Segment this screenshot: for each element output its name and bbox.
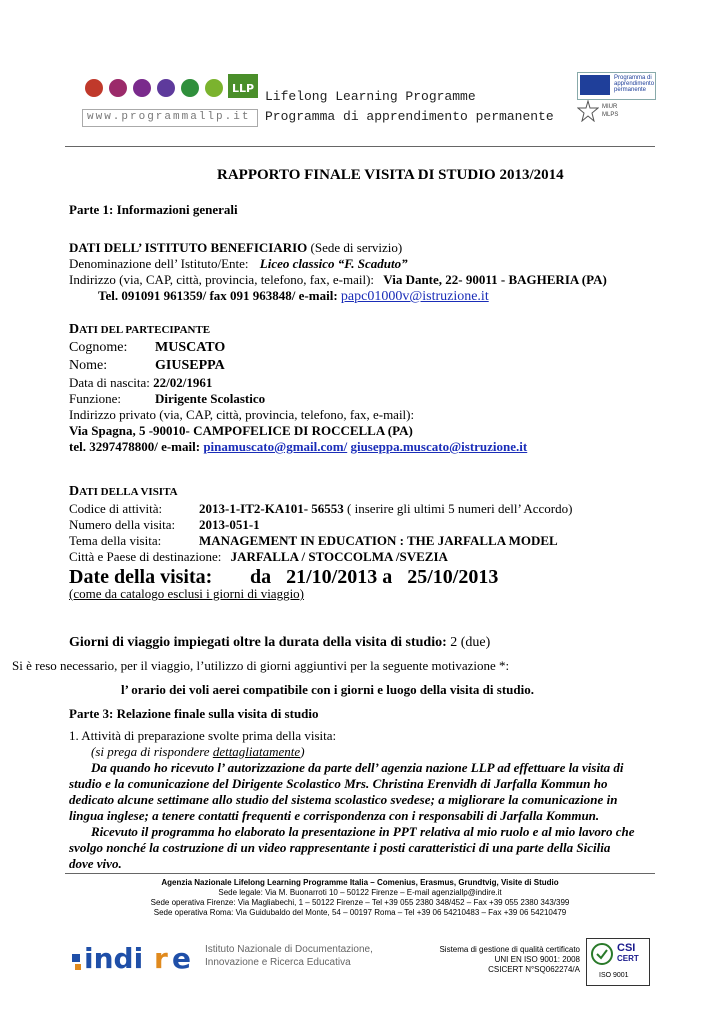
numero-row	[69, 517, 260, 533]
istituto-heading-note: (Sede di servizio)	[307, 240, 403, 255]
p2-line: Ricevuto il programma ho elaborato la presentazione in PPT relativa al mio ruolo e al mio lavoro che	[91, 824, 635, 839]
footer-legale: Sede legale: Via M. Buonarroti 10 – 50122 Firenze – E-mail agenziallp@indire.it	[218, 888, 502, 897]
attivita-paragraph-2	[69, 824, 657, 872]
eu-programme-label: Programma di apprendimento permanente	[614, 75, 655, 93]
csi-label: CSI	[617, 942, 636, 954]
privato-indirizzo-value: Via Spagna, 5 -90010- CAMPOFELICE DI ROCCELLA (PA)	[69, 423, 413, 438]
giorni-label: Giorni di viaggio impiegati oltre la durata della visita di studio:	[69, 635, 447, 650]
citta-row	[69, 549, 448, 565]
p1-line: Da quando ho ricevuto l’ autorizzazione da parte dell’ agenzia nazione LLP ad effettuare la visita di	[91, 760, 624, 775]
tema-value: MANAGEMENT IN EDUCATION : THE JARFALLA MODEL	[199, 533, 558, 548]
miur-label: MIUR	[602, 104, 618, 110]
tema-row	[69, 533, 558, 549]
indire-logo	[72, 938, 202, 974]
attivita-hint	[91, 744, 305, 760]
visita-heading-rest: ATI DELLA VISITA	[79, 486, 178, 498]
denominazione-value: Liceo classico “F. Scaduto”	[259, 256, 408, 271]
attivita-hint-b: dettagliatamente	[212, 744, 301, 759]
istituto-email-link[interactable]: papc01000v@istruzione.it	[340, 289, 489, 304]
partecipante-heading	[69, 322, 210, 338]
istituto-heading	[69, 240, 402, 256]
codice-row	[69, 501, 572, 517]
istituto-contact-row	[98, 288, 489, 305]
istituto-tel: Tel. 091091 961359/ fax 091 963848/ e-mail:	[98, 288, 338, 303]
visita-heading-initial: D	[69, 484, 80, 499]
llp-title-it: Programma di apprendimento permanente	[265, 109, 554, 124]
mlps-label: MLPS	[602, 112, 619, 118]
cognome-label: Cognome:	[69, 340, 128, 355]
nascita-row	[69, 375, 212, 391]
nascita-value: 22/02/1961	[153, 375, 213, 390]
quality-line-1: Sistema di gestione di qualità certificato	[439, 945, 580, 954]
footer-roma: Sede operativa Roma: Via Guidubaldo del Monte, 54 – 00197 Roma – Tel +39 06 54210483 – Fax +39 06 54210479	[153, 908, 567, 917]
indire-subtitle-1: Istituto Nazionale di Documentazione,	[205, 944, 373, 955]
attivita-hint-c: )	[300, 744, 305, 759]
llp-title-en: Lifelong Learning Programme	[265, 89, 476, 104]
giorni-row	[69, 634, 490, 651]
document-title: RAPPORTO FINALE VISITA DI STUDIO 2013/2014	[217, 167, 564, 183]
date-note: (come da catalogo esclusi i giorni di viaggio)	[69, 586, 305, 601]
denominazione-row	[69, 256, 408, 272]
attivita-paragraph-1	[69, 760, 657, 824]
date-label: Date della visita:	[69, 566, 213, 588]
giorni-value: 2 (due)	[446, 635, 491, 650]
iso-label: ISO 9001	[599, 972, 629, 979]
part3-heading: Parte 3: Relazione finale sulla visita di studio	[69, 706, 319, 721]
attivita-hint-a: (si prega di rispondere	[91, 744, 213, 759]
nome-value: GIUSEPPA	[155, 358, 225, 373]
p1-line: studio e la comunicazione del Dirigente Scolastico Mrs. Christina Erenvidh di Jarfalla Kommun ho	[69, 776, 608, 791]
svg-text:r: r	[154, 942, 168, 974]
denominazione-label: Denominazione dell’ Istituto/Ente:	[69, 256, 249, 271]
numero-value: 2013-051-1	[199, 517, 260, 532]
cert-check-icon	[591, 943, 613, 965]
partecipante-contact-row	[69, 439, 527, 455]
partecipante-heading-initial: D	[69, 322, 80, 337]
istituto-heading-title: DATI DELL’ ISTITUTO BENEFICIARIO	[69, 240, 308, 255]
footer-agency: Agenzia Nazionale Lifelong Learning Programme Italia – Comenius, Erasmus, Grundtvig, Visite di Studio	[161, 878, 559, 887]
svg-text:indi: indi	[84, 942, 144, 974]
indire-subtitle-2: Innovazione e Ricerca Educativa	[205, 957, 351, 968]
cert-label: CERT	[617, 954, 639, 963]
funzione-value: Dirigente Scolastico	[155, 391, 266, 406]
p1-line: lingua inglese; a tenere contatti frequenti e corrispondenza con i responsabili di Jarfalla Kommun.	[69, 808, 600, 823]
eu-flag-icon	[580, 75, 610, 95]
csi-cert-badge	[586, 938, 650, 986]
svg-text:e: e	[172, 942, 191, 974]
partecipante-email1-link[interactable]: pinamuscato@gmail.com/	[203, 439, 348, 454]
tema-label: Tema della visita:	[69, 533, 162, 548]
cognome-value: MUSCATO	[155, 340, 226, 355]
funzione-row	[69, 391, 265, 407]
svg-text:LLP: LLP	[232, 82, 255, 95]
nome-row	[69, 357, 225, 374]
attivita-item: 1. Attività di preparazione svolte prima della visita:	[69, 728, 337, 743]
motivazione-text: Si è reso necessario, per il viaggio, l’utilizzo di giorni aggiuntivi per la seguente motivazione *:	[12, 658, 510, 673]
part1-heading: Parte 1: Informazioni generali	[69, 202, 238, 217]
istituto-indirizzo-value: Via Dante, 22- 90011 - BAGHERIA (PA)	[383, 272, 607, 287]
nome-label: Nome:	[69, 358, 108, 373]
motivo-text: l’ orario dei voli aerei compatibile con i giorni e luogo della visita di studio.	[121, 682, 534, 697]
numero-label: Numero della visita:	[69, 517, 176, 532]
codice-note: ( inserire gli ultimi 5 numeri dell’ Accordo)	[343, 501, 573, 516]
eu-programme-logo	[577, 72, 656, 100]
partecipante-heading-rest: ATI DEL PARTECIPANTE	[79, 324, 211, 336]
partecipante-email2-link[interactable]: giuseppa.muscato@istruzione.it	[350, 439, 528, 454]
header-divider	[65, 146, 655, 147]
visita-heading	[69, 484, 178, 500]
nascita-label: Data di nascita:	[69, 375, 150, 390]
istituto-indirizzo-row	[69, 272, 607, 288]
citta-value: JARFALLA / STOCCOLMA /SVEZIA	[230, 549, 448, 564]
privato-indirizzo-label: Indirizzo privato (via, CAP, città, provincia, telefono, fax, e-mail):	[69, 407, 415, 422]
partecipante-tel: tel. 3297478800/ e-mail:	[69, 439, 201, 454]
funzione-label: Funzione:	[69, 391, 121, 406]
quality-line-3: CSICERT N°SQ062274/A	[488, 965, 580, 974]
p2-line: svolgo nonché la costruzione di un video rappresentante i posti caratteristici di una parte della Sicilia	[69, 840, 611, 855]
program-website-url: www.programmallp.it	[82, 109, 258, 127]
cognome-row	[69, 339, 225, 356]
codice-value: 2013-1-IT2-KA101- 56553	[199, 501, 344, 516]
p2-line: dove vivo.	[69, 856, 122, 871]
footer-divider	[65, 873, 655, 874]
date-value: da 21/10/2013 a 25/10/2013	[250, 566, 499, 588]
istituto-indirizzo-label: Indirizzo (via, CAP, città, provincia, telefono, fax, e-mail):	[69, 272, 375, 287]
footer-firenze: Sede operativa Firenze: Via Magliabechi, 1 – 50122 Firenze – Tel +39 055 2380 348/452 – Fax +39 055 2380 343/399	[150, 898, 570, 907]
quality-line-2: UNI EN ISO 9001: 2008	[494, 955, 580, 964]
italian-emblem-icon	[577, 100, 599, 122]
citta-label: Città e Paese di destinazione:	[69, 549, 222, 564]
p1-line: dedicato alcune settimane allo studio del sistema scolastico svedese; a migliorare la comunicazione in	[69, 792, 618, 807]
codice-label: Codice di attività:	[69, 501, 163, 516]
